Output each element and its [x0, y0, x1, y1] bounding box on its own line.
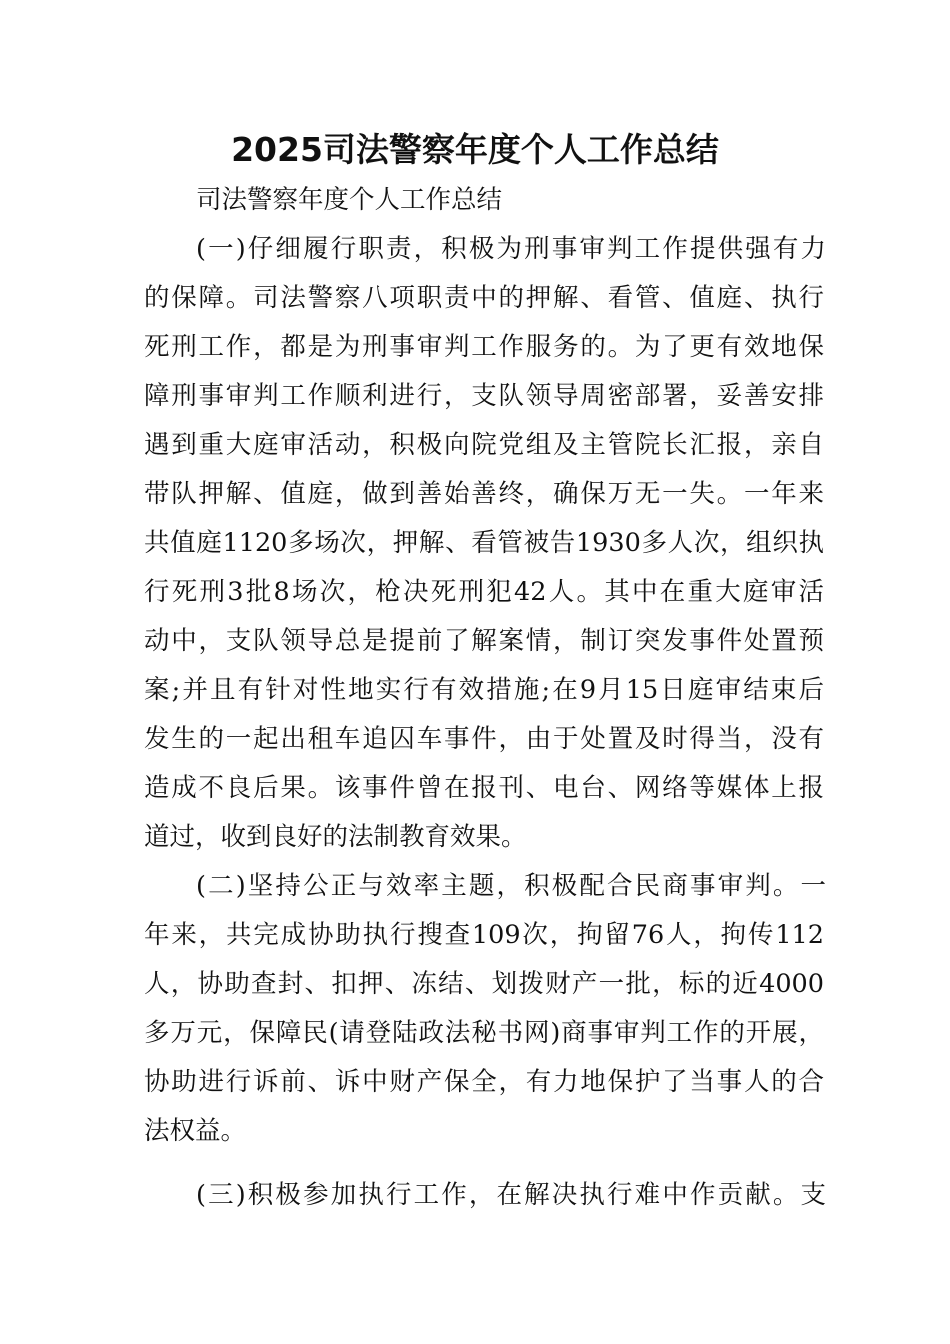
paragraph-2-line-3: 人，协助查封、扣押、冻结、划拨财产一批，标的近4000: [144, 969, 824, 999]
paragraph-1-line-1: (一)仔细履行职责，积极为刑事审判工作提供强有力: [196, 234, 826, 264]
paragraph-1-line-11: 发生的一起出租车追囚车事件，由于处置及时得当，没有: [144, 724, 824, 754]
document-subtitle: 司法警察年度个人工作总结: [196, 185, 503, 215]
document-title: 2025司法警察年度个人工作总结: [231, 130, 719, 169]
paragraph-2-line-5: 协助进行诉前、诉中财产保全，有力地保护了当事人的合: [144, 1067, 824, 1097]
paragraph-1-line-13: 道过，收到良好的法制教育效果。: [144, 822, 527, 852]
paragraph-1-line-6: 带队押解、值庭，做到善始善终，确保万无一失。一年来: [144, 479, 824, 509]
paragraph-3-line-1: (三)积极参加执行工作，在解决执行难中作贡献。支: [196, 1180, 826, 1210]
paragraph-2-line-2: 年来，共完成协助执行搜查109次，拘留76人，拘传112: [144, 920, 824, 950]
paragraph-1-line-4: 障刑事审判工作顺利进行，支队领导周密部署，妥善安排: [144, 381, 824, 411]
paragraph-1-line-5: 遇到重大庭审活动，积极向院党组及主管院长汇报，亲自: [144, 430, 824, 460]
paragraph-1-line-12: 造成不良后果。该事件曾在报刊、电台、网络等媒体上报: [144, 773, 824, 803]
paragraph-1-line-7: 共值庭1120多场次，押解、看管被告1930多人次，组织执: [144, 528, 824, 558]
paragraph-2-line-1: (二)坚持公正与效率主题，积极配合民商事审判。一: [196, 871, 826, 901]
paragraph-2-line-4: 多万元，保障民(请登陆政法秘书网)商事审判工作的开展，: [144, 1018, 824, 1048]
paragraph-1-line-8: 行死刑3批8场次，枪决死刑犯42人。其中在重大庭审活: [144, 577, 824, 607]
paragraph-1-line-3: 死刑工作，都是为刑事审判工作服务的。为了更有效地保: [144, 332, 824, 362]
paragraph-1-line-2: 的保障。司法警察八项职责中的押解、看管、值庭、执行: [144, 283, 824, 313]
paragraph-2-line-6: 法权益。: [144, 1116, 247, 1146]
paragraph-1-line-9: 动中，支队领导总是提前了解案情，制订突发事件处置预: [144, 626, 824, 656]
paragraph-1-line-10: 案;并且有针对性地实行有效措施;在9月15日庭审结束后: [144, 675, 824, 705]
